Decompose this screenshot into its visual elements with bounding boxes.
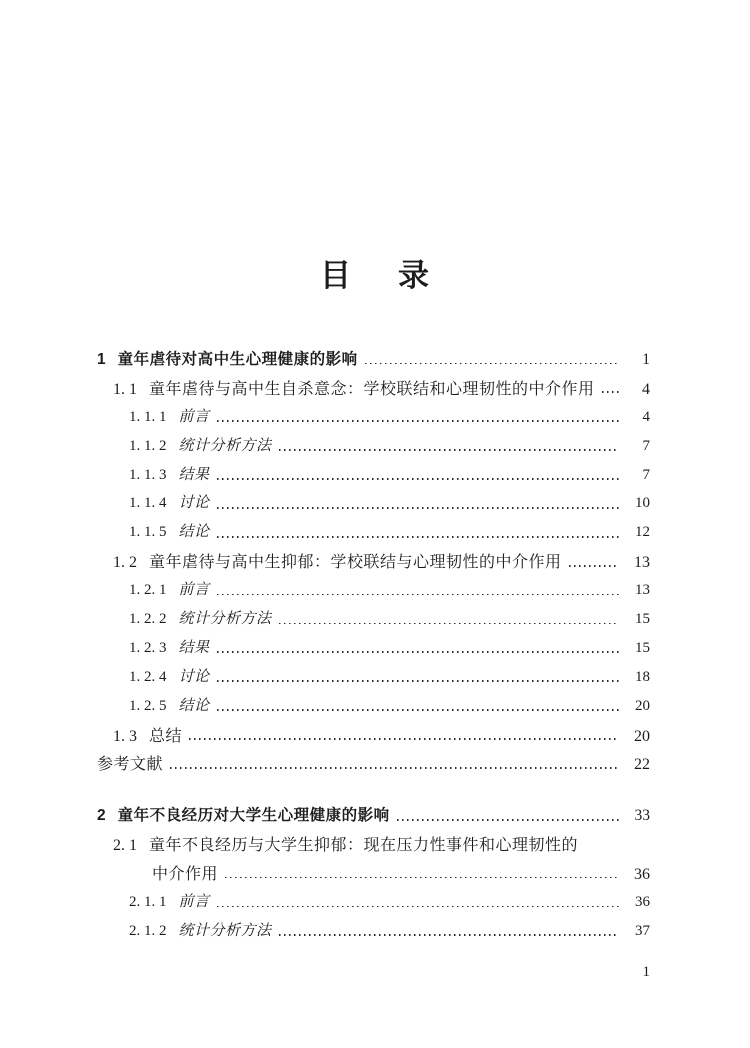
dot-leader bbox=[217, 594, 619, 596]
dot-leader bbox=[225, 877, 619, 879]
entry-page-number: 10 bbox=[635, 495, 650, 512]
entry-title: 参考文献 bbox=[97, 756, 164, 774]
toc-entry bbox=[97, 376, 650, 405]
toc-entry bbox=[97, 694, 650, 723]
entry-title: 统计分析方法 bbox=[178, 437, 272, 454]
entry-title: 童年不良经历与大学生抑郁：现在压力性事件和心理韧性的 bbox=[149, 837, 579, 855]
entry-page-number: 13 bbox=[635, 582, 650, 599]
dot-leader bbox=[365, 363, 619, 365]
entry-number: 1. 2. 2 bbox=[129, 611, 167, 628]
entry-page-number: 4 bbox=[642, 408, 650, 425]
entry-title: 讨论 bbox=[178, 668, 210, 685]
entry-page-number: 4 bbox=[642, 380, 650, 398]
dot-leader bbox=[602, 391, 619, 393]
entry-number: 2. 1 bbox=[113, 837, 137, 855]
toc-entry bbox=[97, 549, 650, 578]
dot-leader bbox=[397, 819, 619, 821]
entry-number: 1. 1. 2 bbox=[129, 437, 167, 454]
toc-entry bbox=[97, 803, 650, 832]
toc-entry bbox=[97, 919, 650, 948]
entry-title: 童年虐待对高中生心理健康的影响 bbox=[117, 351, 358, 368]
entry-page-number: 7 bbox=[642, 466, 650, 483]
dot-leader bbox=[189, 738, 619, 740]
dot-leader bbox=[279, 623, 619, 625]
entry-number: 1. 3 bbox=[113, 727, 137, 745]
toc-entry bbox=[97, 520, 650, 549]
entry-page-number: 36 bbox=[634, 866, 650, 884]
page-title-char-right: 录 bbox=[398, 258, 430, 293]
entry-title: 统计分析方法 bbox=[178, 611, 272, 628]
entry-page-number: 13 bbox=[634, 554, 650, 572]
toc-entry bbox=[97, 636, 650, 665]
entry-number: 1. 2 bbox=[113, 554, 137, 572]
entry-number: 2. 1. 2 bbox=[129, 922, 167, 939]
dot-leader bbox=[217, 651, 619, 653]
entry-page-number: 20 bbox=[634, 727, 650, 745]
toc-entry bbox=[97, 861, 650, 890]
dot-leader bbox=[569, 565, 619, 567]
entry-title: 讨论 bbox=[178, 495, 210, 512]
entry-page-number: 7 bbox=[642, 437, 650, 454]
entry-title: 结论 bbox=[178, 524, 210, 541]
entry-number: 1. 1. 3 bbox=[129, 466, 167, 483]
entry-number: 1. 1. 5 bbox=[129, 524, 167, 541]
entry-page-number: 20 bbox=[635, 697, 650, 714]
toc-entry bbox=[97, 434, 650, 463]
entry-title: 中介作用 bbox=[152, 866, 219, 884]
page-title bbox=[0, 250, 750, 295]
entry-title: 前言 bbox=[178, 894, 210, 911]
dot-leader bbox=[279, 934, 619, 936]
entry-page-number: 15 bbox=[635, 639, 650, 656]
toc-entry bbox=[97, 463, 650, 492]
entry-number: 1 bbox=[97, 351, 106, 368]
toc-entry bbox=[97, 751, 650, 780]
toc-entry bbox=[97, 578, 650, 607]
dot-leader bbox=[217, 507, 619, 509]
dot-leader bbox=[217, 536, 619, 538]
entry-title: 前言 bbox=[178, 582, 210, 599]
entry-page-number: 36 bbox=[635, 894, 650, 911]
entry-number: 1. 2. 3 bbox=[129, 639, 167, 656]
dot-leader bbox=[217, 478, 619, 480]
entry-title: 前言 bbox=[178, 408, 210, 425]
dot-leader bbox=[217, 906, 619, 908]
entry-page-number: 22 bbox=[634, 756, 650, 774]
toc-entry bbox=[97, 723, 650, 752]
toc-entry bbox=[97, 405, 650, 434]
entry-number: 1. 2. 4 bbox=[129, 668, 167, 685]
dot-leader bbox=[217, 680, 619, 682]
entry-page-number: 33 bbox=[634, 807, 650, 825]
entry-page-number: 1 bbox=[642, 351, 650, 368]
entry-page-number: 18 bbox=[635, 668, 650, 685]
dot-leader bbox=[279, 449, 619, 451]
entry-title: 童年虐待与高中生抑郁：学校联结与心理韧性的中介作用 bbox=[149, 554, 562, 572]
dot-leader bbox=[217, 709, 619, 711]
entry-number: 2 bbox=[97, 807, 106, 825]
toc-entry bbox=[97, 890, 650, 919]
dot-leader bbox=[170, 767, 619, 769]
entry-number: 1. 1. 1 bbox=[129, 408, 167, 425]
entry-title: 童年不良经历对大学生心理健康的影响 bbox=[117, 807, 390, 825]
dot-leader bbox=[217, 420, 619, 422]
page-title-char-left: 目 bbox=[320, 258, 352, 293]
toc-list bbox=[97, 347, 650, 948]
entry-number: 1. 1. 4 bbox=[129, 495, 167, 512]
toc-entry bbox=[97, 491, 650, 520]
entry-number: 1. 1 bbox=[113, 380, 137, 398]
entry-title: 结果 bbox=[178, 639, 210, 656]
entry-title: 统计分析方法 bbox=[178, 922, 272, 939]
entry-page-number: 12 bbox=[635, 524, 650, 541]
entry-title: 总结 bbox=[149, 727, 183, 745]
toc-entry bbox=[97, 347, 650, 376]
toc-entry bbox=[97, 665, 650, 694]
toc-entry bbox=[97, 607, 650, 636]
entry-page-number: 15 bbox=[635, 611, 650, 628]
footer-page-number: 1 bbox=[642, 964, 650, 980]
entry-number: 1. 2. 1 bbox=[129, 582, 167, 599]
toc-entry bbox=[97, 832, 650, 861]
entry-number: 1. 2. 5 bbox=[129, 697, 167, 714]
entry-title: 童年虐待与高中生自杀意念：学校联结和心理韧性的中介作用 bbox=[149, 380, 595, 398]
entry-number: 2. 1. 1 bbox=[129, 894, 167, 911]
entry-title: 结论 bbox=[178, 697, 210, 714]
entry-page-number: 37 bbox=[635, 922, 650, 939]
entry-title: 结果 bbox=[178, 466, 210, 483]
